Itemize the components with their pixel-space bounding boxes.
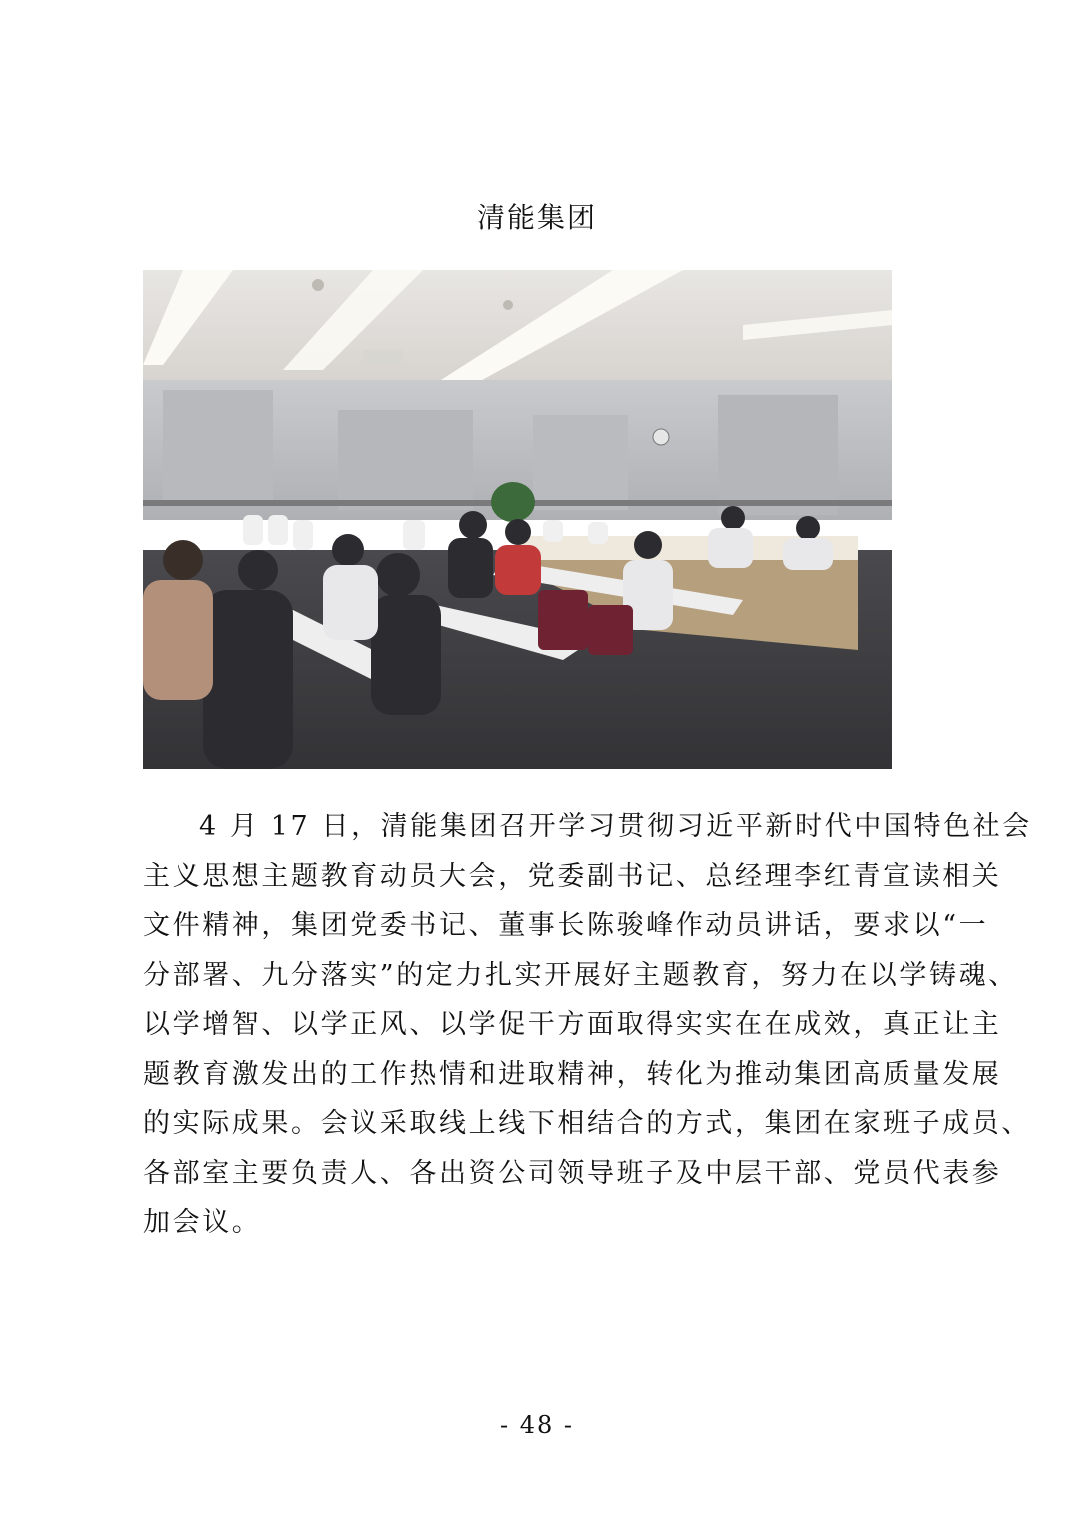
- meeting-photo: [143, 270, 892, 769]
- paragraph-line: 分部署、九分落实”的定力扎实开展好主题教育，努力在以学铸魂、: [143, 959, 1018, 991]
- paragraph-line: 文件精神，集团党委书记、董事长陈骏峰作动员讲话，要求以“一: [143, 910, 989, 941]
- paragraph-line: 以学增智、以学正风、以学促干方面取得实实在在成效，真正让主: [143, 1009, 1002, 1040]
- paragraph-line: 的实际成果。会议采取线上线下相结合的方式，集团在家班子成员、: [143, 1108, 1031, 1139]
- paragraph-line: 4 月 17 日，清能集团召开学习贯彻习近平新时代中国特色社会: [199, 811, 1032, 842]
- paragraph-line: 主义思想主题教育动员大会，党委副书记、总经理李红青宣读相关: [143, 860, 1002, 892]
- paragraph-line: 各部室主要负责人、各出资公司领导班子及中层干部、党员代表参: [143, 1157, 1002, 1189]
- body-paragraph: [143, 802, 1032, 1248]
- paragraph-line: 题教育激发出的工作热情和进取精神，转化为推动集团高质量发展: [143, 1058, 1002, 1090]
- page-title: 清能集团: [476, 201, 597, 234]
- page-number: - 48 -: [499, 1411, 574, 1439]
- paragraph-line: 加会议。: [143, 1207, 262, 1238]
